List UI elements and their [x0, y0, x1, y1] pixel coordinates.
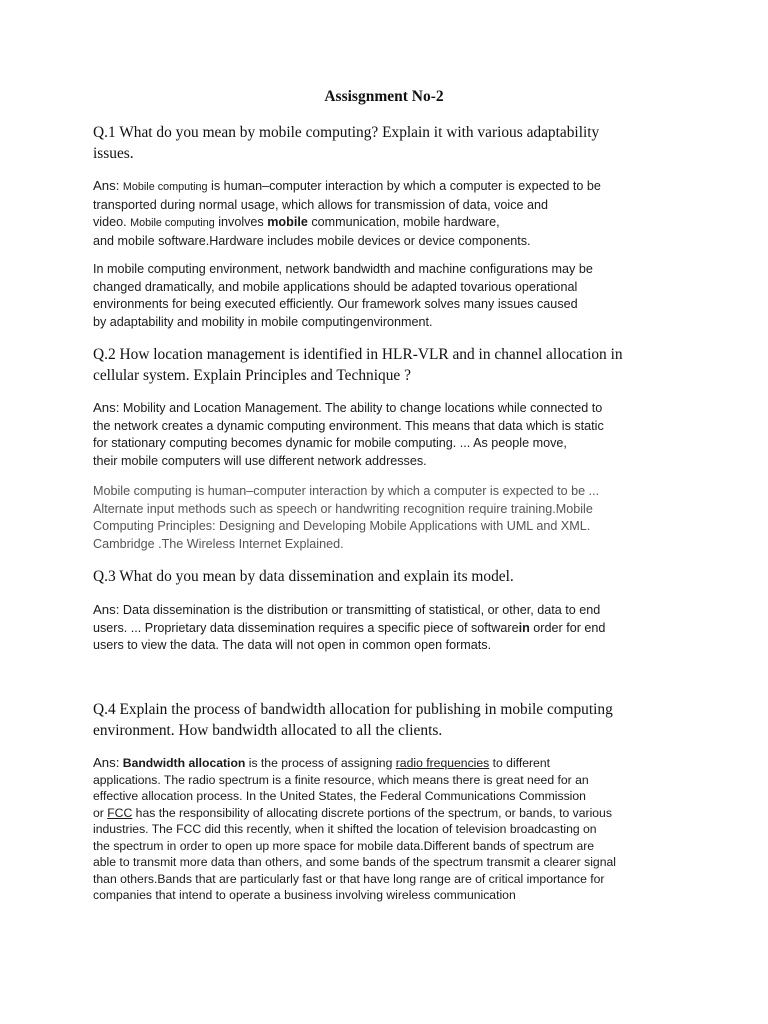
q2-answer-line	[93, 399, 693, 418]
term-in-bold: in	[518, 620, 530, 635]
q3-answer-line: users to view the data. The data will not open in common open formats.	[93, 638, 492, 653]
q4-answer-line: applications. The radio spectrum is a finite resource, which means there is great need for an	[93, 772, 589, 787]
q4-answer-line: companies that intend to operate a business involving wireless communication	[93, 888, 516, 902]
q4-answer-line	[93, 805, 693, 822]
q3-answer-text: users. ... Proprietary data dissemination requires a specific piece of software	[93, 620, 519, 635]
q2-question	[93, 344, 683, 386]
term-mobile-computing: Mobile computing	[130, 217, 215, 230]
q2-answer-line: Computing Principles: Designing and Developing Mobile Applications with UML and XML.	[93, 519, 591, 534]
q1-question-line: issues.	[93, 145, 134, 162]
q4-answer-line: able to transmit more data than others, and some bands of the spectrum transmit a clearer signal	[93, 855, 616, 869]
q4-answer-line	[93, 755, 693, 772]
q1-answer-text: involves	[214, 215, 268, 230]
q4-answer-text: is the process of assigning	[245, 756, 396, 770]
q3-question	[93, 566, 683, 587]
q1-question	[93, 122, 683, 164]
q4-answer-line: the spectrum in order to open up more space for mobile data.Different bands of spectrum are	[93, 838, 595, 853]
document-title: Assisgnment No-2	[324, 88, 444, 105]
q2-answer-line: for stationary computing becomes dynamic for mobile computing. ... As people move,	[93, 436, 567, 451]
q1-answer-line: environments for being executed efficiently. Our framework solves many issues caused	[93, 297, 578, 312]
q3-answer-text: Data dissemination is the distribution or transmitting of statistical, or other, data to end	[119, 603, 601, 617]
q2-answer-line: the network creates a dynamic computing environment. This means that data which is static	[93, 418, 604, 433]
q1-answer-line: transported during normal usage, which allows for transmission of data, voice and	[93, 197, 549, 212]
q4-answer-text: has the responsibility of allocating discrete portions of the spectrum, or bands, to various	[132, 805, 612, 820]
q1-answer-line: changed dramatically, and mobile applications should be adapted tovarious operational	[93, 279, 578, 294]
term-mobile-computing: Mobile computing	[122, 181, 208, 193]
q2-answer-text: Mobility and Location Management. The ability to change locations while connected to	[119, 401, 603, 415]
q4-answer-line: effective allocation process. In the United States, the Federal Communications Commission	[93, 789, 586, 803]
q2-answer-line: their mobile computers will use different network addresses.	[93, 454, 427, 469]
answer-label: Ans:	[93, 602, 120, 617]
q2-question-line: cellular system. Explain Principles and Technique ?	[93, 367, 411, 384]
answer-label: Ans:	[93, 178, 120, 193]
q3-question-line: Q.3 What do you mean by data dissemination and explain its model.	[93, 568, 514, 585]
q1-question-line: Q.1 What do you mean by mobile computing? Explain it with various adaptability	[93, 124, 600, 141]
q2-answer-paragraph-1	[93, 399, 693, 471]
q4-question-line: environment. How bandwidth allocated to all the clients.	[93, 722, 443, 739]
q2-answer-line: Cambridge .The Wireless Internet Explained.	[93, 537, 344, 552]
q4-answer-text: to different	[489, 756, 551, 770]
q2-answer-line: Alternate input methods such as speech or handwriting recognition require training.Mobile	[93, 501, 593, 516]
q2-question-line: Q.2 How location management is identified in HLR-VLR and in channel allocation in	[93, 346, 623, 363]
q2-answer-line: Mobile computing is human–computer interaction by which a computer is expected to be ...	[93, 484, 600, 498]
q4-answer-line: industries. The FCC did this recently, when it shifted the location of television broadcasting on	[93, 822, 597, 836]
q1-answer-paragraph-2	[93, 261, 693, 332]
fcc-link[interactable]: FCC	[107, 805, 133, 820]
term-mobile-bold: mobile	[267, 215, 308, 230]
q2-answer-paragraph-2	[93, 483, 693, 554]
q1-answer-text: video.	[93, 215, 131, 230]
q1-answer-line: by adaptability and mobility in mobile computingenvironment.	[93, 315, 433, 330]
q1-answer-line: and mobile software.Hardware includes mobile devices or device components.	[93, 234, 531, 249]
q1-answer-line	[93, 214, 693, 233]
radio-frequencies-link[interactable]: radio frequencies	[395, 756, 490, 770]
q4-answer-text: or	[93, 805, 108, 820]
term-bandwidth-allocation: Bandwidth allocation	[122, 756, 246, 770]
q4-question-line: Q.4 Explain the process of bandwidth allocation for publishing in mobile computing	[93, 701, 613, 718]
q3-answer-line	[93, 601, 693, 620]
q1-answer-text: communication, mobile hardware,	[307, 215, 500, 230]
q4-answer-paragraph	[93, 755, 693, 904]
q3-answer-line	[93, 620, 693, 638]
q3-answer-text: order for end	[529, 620, 606, 635]
q1-answer-line: In mobile computing environment, network bandwidth and machine configurations may be	[93, 262, 593, 276]
q1-answer-line	[93, 177, 693, 197]
q4-answer-line: than others.Bands that are particularly fast or that have long range are of critical importance for	[93, 871, 605, 886]
answer-label: Ans:	[93, 755, 120, 770]
answer-label: Ans:	[93, 400, 120, 415]
q1-answer-text: is human–computer interaction by which a computer is expected to be	[207, 179, 601, 193]
q3-answer-paragraph	[93, 601, 693, 655]
q4-question	[93, 699, 683, 741]
q1-answer-paragraph-1	[93, 177, 693, 251]
